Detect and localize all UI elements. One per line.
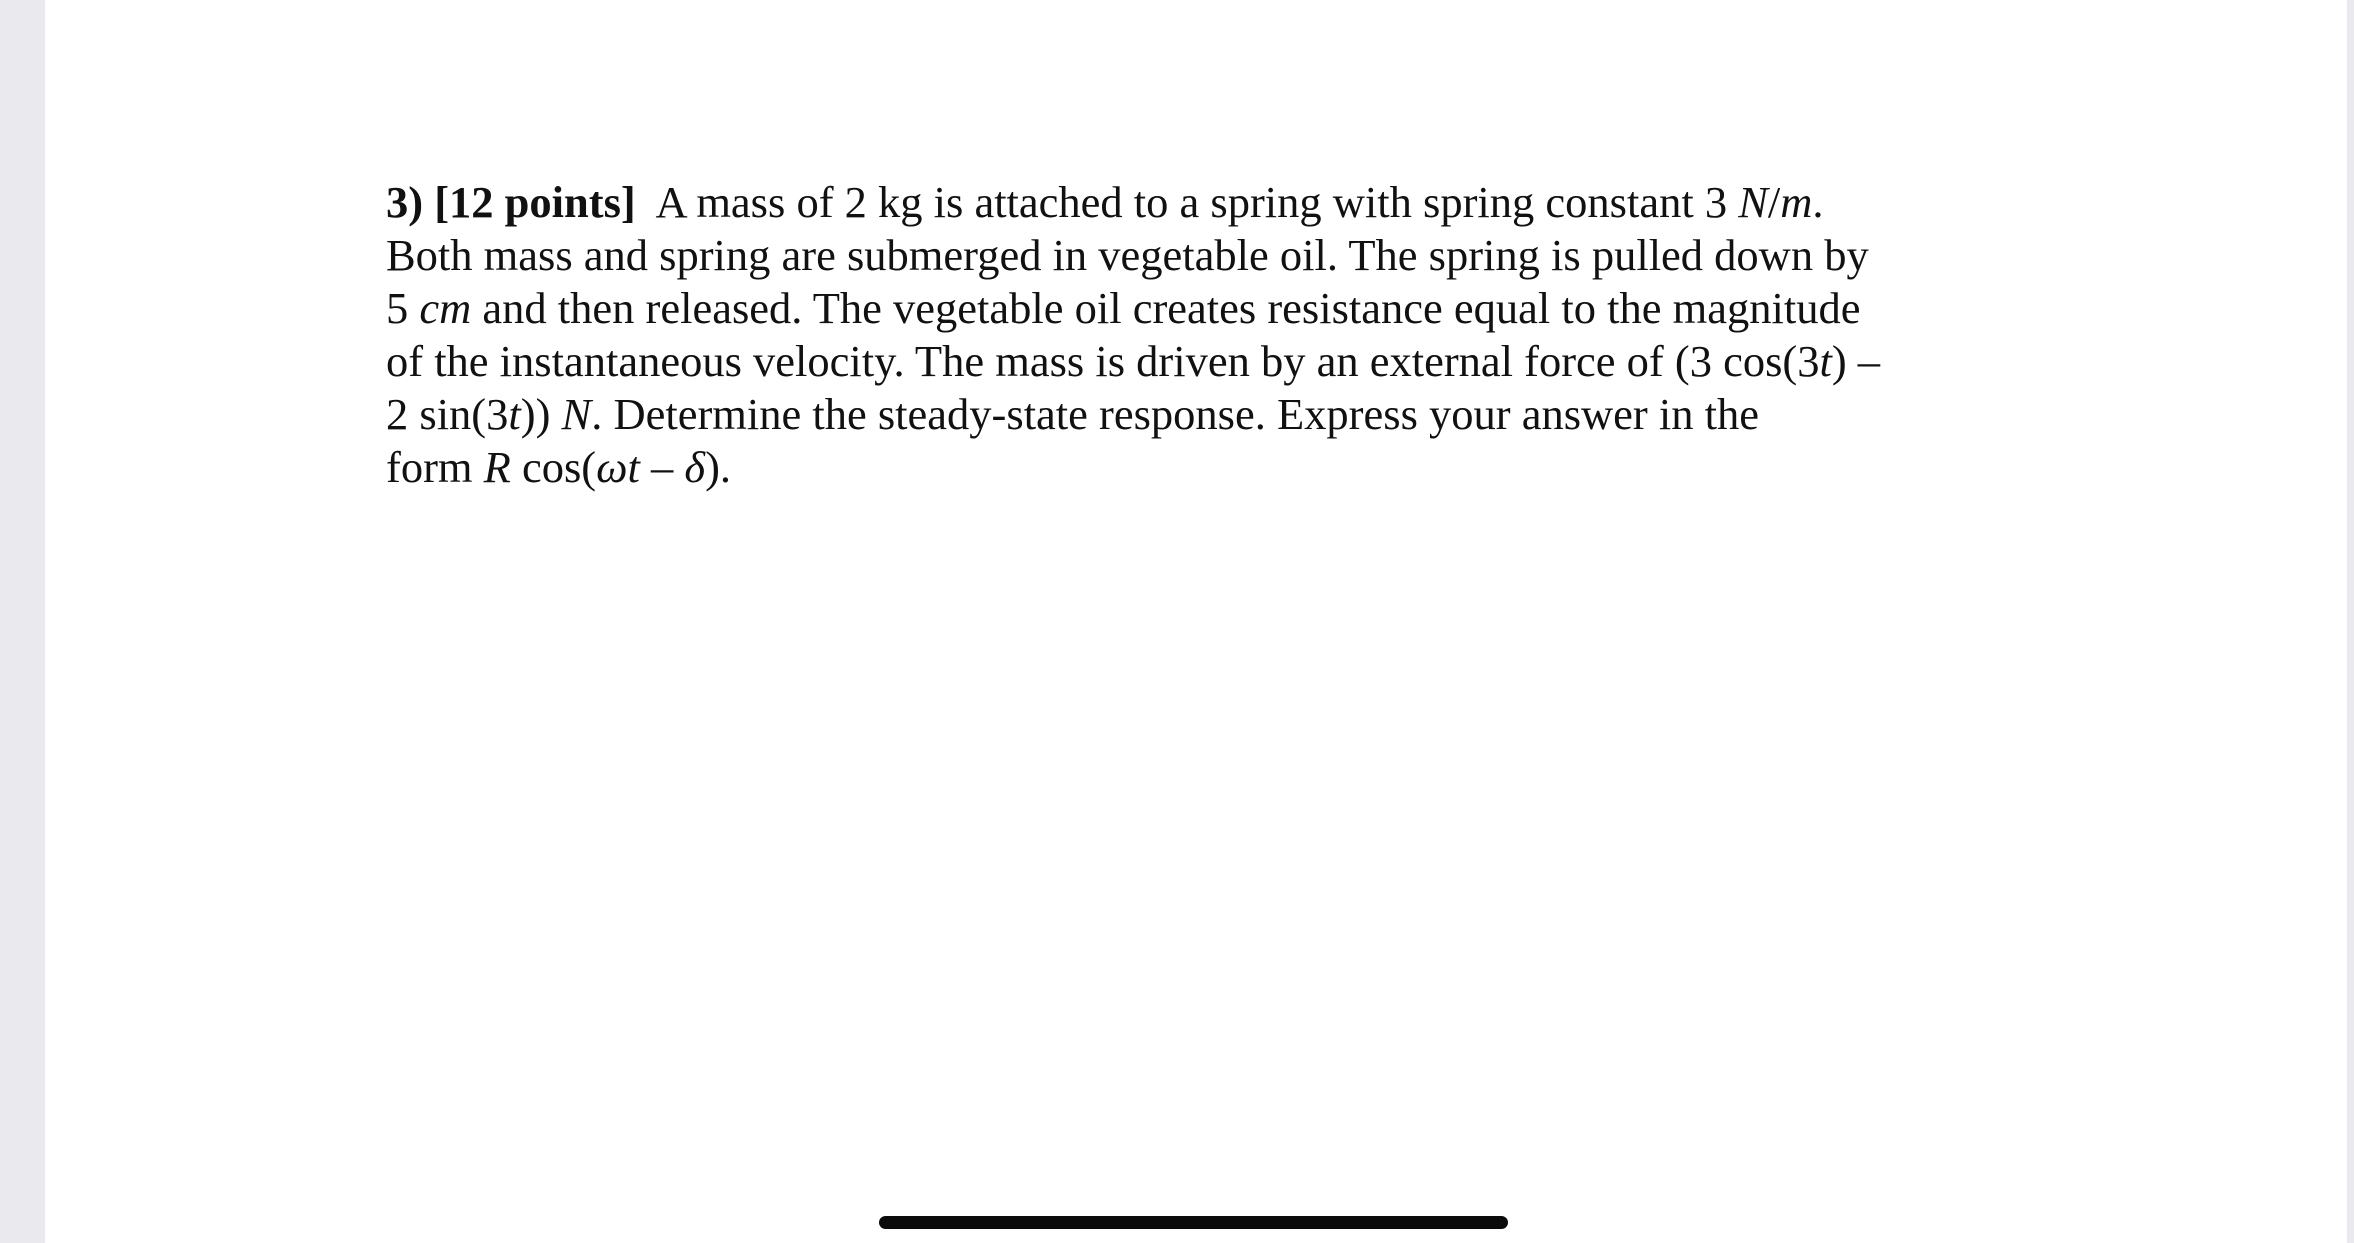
left-window-edge <box>0 0 45 1243</box>
problem-line-3: 5 cm and then released. The vegetable oil creates resistance equal to the magnitude <box>386 283 1861 333</box>
problem-line-2: Both mass and spring are submerged in vegetable oil. The spring is pulled down by <box>386 230 1869 280</box>
problem-line-5: 2 sin(3t)) N. Determine the steady-state response. Express your answer in the <box>386 389 1759 439</box>
problem-line-4: of the instantaneous velocity. The mass is driven by an external force of (3 cos(3t) – <box>386 336 1881 386</box>
problem-text <box>386 176 2026 494</box>
problem-line-6: form R cos(ωt – δ). <box>386 442 732 492</box>
problem-line-1: 3) [12 points] A mass of 2 kg is attached to a spring with spring constant 3 N/m. <box>386 177 1824 227</box>
right-window-edge <box>2347 0 2354 1243</box>
problem-label: 3) [12 points] <box>386 177 636 227</box>
home-indicator-bar[interactable] <box>879 1216 1508 1229</box>
